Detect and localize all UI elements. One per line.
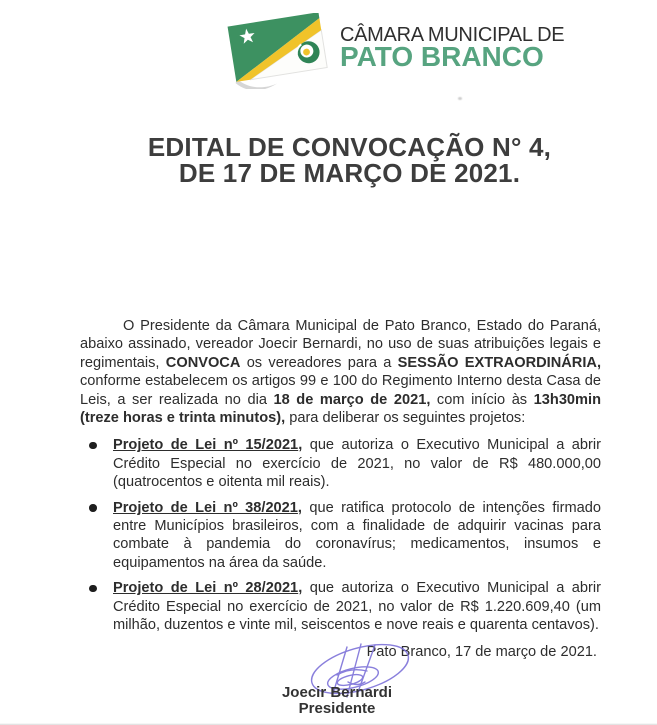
signer-name: Joecir Bernardi bbox=[281, 684, 393, 701]
title-line1: EDITAL DE CONVOCAÇÃO N° 4, bbox=[147, 132, 552, 162]
project-title: Projeto de Lei nº 38/2021 bbox=[113, 499, 298, 516]
scan-artifact bbox=[458, 97, 462, 100]
signature-block bbox=[237, 685, 437, 716]
project-title-separator: , bbox=[298, 580, 303, 597]
bullet-icon bbox=[89, 504, 97, 512]
project-description: que ratifica protocolo de intenções firmado entre Municípios brasileiros, com a finalidade de adquirir vacinas para combate à pandemia do coronavírus; medicamentos, insumos e equipamentos na área da saúde. bbox=[113, 499, 601, 571]
project-title: Projeto de Lei nº 15/2021 bbox=[113, 437, 299, 454]
projects-list bbox=[80, 436, 601, 634]
document-body bbox=[80, 317, 601, 661]
bullet-icon bbox=[89, 585, 97, 593]
session-time: 13h30min (treze horas e trinta minutos), bbox=[80, 391, 601, 427]
pato-branco-flag-icon bbox=[226, 13, 330, 89]
convoca-keyword: CONVOCA bbox=[165, 354, 241, 371]
intro-paragraph bbox=[80, 317, 601, 427]
project-title-separator: , bbox=[297, 499, 302, 516]
intro-text-1: O Presidente da Câmara Municipal de Pato Branco, Estado do Paraná, abaixo assinado, vereador Joecir Bernardi, no uso de suas atribuições legais e regimentais, bbox=[80, 318, 601, 371]
org-name-line1: CÂMARA MUNICIPAL DE bbox=[340, 24, 565, 46]
intro-text-4: com início às bbox=[430, 391, 534, 408]
project-item bbox=[80, 436, 601, 491]
project-description: que autoriza o Executivo Municipal a abrir Crédito Especial no exercício de 2021, no valor de R$ 1.220.609,40 (um milhão, duzentos e vinte mil, seiscentos e nove reais e quarenta centavos). bbox=[113, 580, 601, 634]
session-date: 18 de março de 2021, bbox=[273, 391, 431, 408]
intro-text-3: conforme estabelecem os artigos 99 e 100 do Regimento Interno desta Casa de Leis, a ser realizada no dia bbox=[80, 373, 601, 408]
org-name-line2: PATO BRANCO bbox=[340, 41, 544, 72]
org-logo bbox=[226, 13, 564, 89]
project-description: que autoriza o Executivo Municipal a abrir Crédito Especial no exercício de 2021, no valor de R$ 480.000,00 (quatrocentos e oitenta mil reais). bbox=[113, 437, 601, 491]
project-item bbox=[80, 579, 601, 634]
project-title-separator: , bbox=[298, 437, 303, 454]
intro-text-5: para deliberar os seguintes projetos: bbox=[285, 410, 526, 427]
document-title bbox=[0, 134, 657, 186]
date-line: Pato Branco, 17 de março de 2021. bbox=[366, 643, 597, 660]
project-item bbox=[80, 499, 601, 573]
session-keyword: SESSÃO EXTRAORDINÁRIA, bbox=[397, 354, 601, 371]
org-name bbox=[340, 13, 565, 72]
project-title: Projeto de Lei nº 28/2021 bbox=[113, 580, 299, 597]
title-line2: DE 17 DE MARÇO DE 2021. bbox=[178, 158, 521, 188]
signer-role: Presidente bbox=[298, 699, 376, 717]
bullet-icon bbox=[89, 442, 97, 450]
intro-text-2: os vereadores para a bbox=[240, 354, 398, 371]
